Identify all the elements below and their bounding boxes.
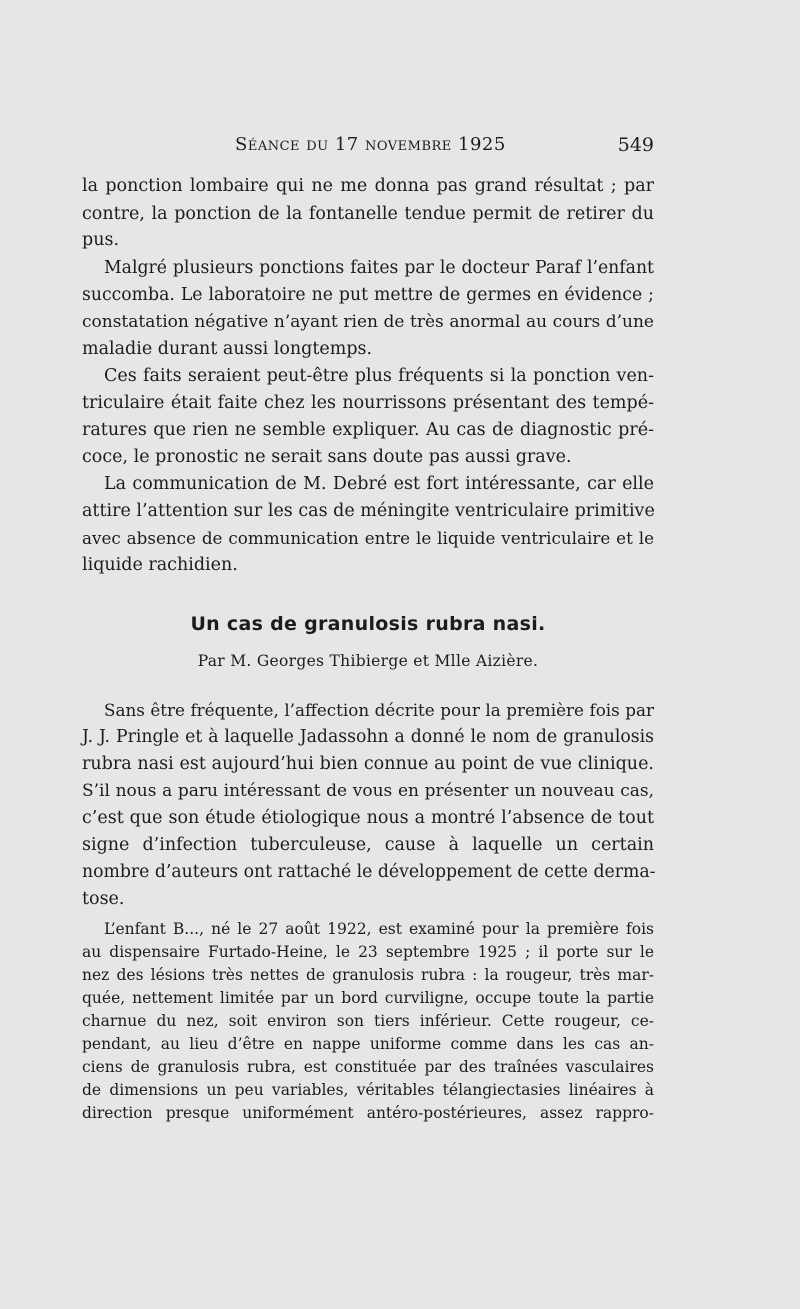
text-line: nombre d’auteurs ont rattaché le développement de cette derma- <box>82 862 656 882</box>
text-line: pendant, au lieu d’être en nappe uniforme comme dans les cas an- <box>82 1035 654 1053</box>
text-line: Ces faits seraient peut-être plus fréquents si la ponction ven- <box>104 366 654 386</box>
text-line: triculaire était faite chez les nourrissons présentant des tempé- <box>82 393 654 413</box>
text-line: Sans être fréquente, l’affection décrite pour la première fois par <box>104 700 654 720</box>
text-line: attire l’attention sur les cas de méningite ventriculaire primitive <box>82 501 655 521</box>
text-line: quée, nettement limitée par un bord curviligne, occupe toute la partie <box>82 989 654 1007</box>
text-line: L’enfant B..., né le 27 août 1922, est examiné pour la première fois <box>104 920 654 938</box>
article-title: Un cas de granulosis rubra nasi. <box>190 613 546 635</box>
text-line: ratures que rien ne semble expliquer. Au cas de diagnostic pré- <box>82 420 654 440</box>
text-line: charnue du nez, soit environ son tiers inférieur. Cette rougeur, ce- <box>82 1012 654 1030</box>
page-number: 549 <box>617 134 654 156</box>
text-line: contre, la ponction de la fontanelle tendue permit de retirer du <box>82 204 654 224</box>
text-line: succomba. Le laboratoire ne put mettre de germes en évidence ; <box>82 285 654 305</box>
text-line: J. J. Pringle et à laquelle Jadassohn a donné le nom de granulosis <box>82 727 654 747</box>
text-line: signe d’infection tuberculeuse, cause à laquelle un certain <box>82 835 654 855</box>
text-line: S’il nous a paru intéressant de vous en présenter un nouveau cas, <box>82 781 654 801</box>
text-line: maladie durant aussi longtemps. <box>82 339 373 359</box>
text-line: de dimensions un peu variables, véritables télangiectasies linéaires à <box>82 1081 654 1099</box>
text-line: c’est que son étude étiologique nous a montré l’absence de tout <box>82 808 654 828</box>
text-line: direction presque uniformément antéro-postérieures, assez rappro- <box>82 1104 654 1122</box>
running-header <box>82 134 654 162</box>
running-title: Séance du 17 novembre 1925 <box>235 134 506 155</box>
text-line: nez des lésions très nettes de granulosis rubra : la rougeur, très mar- <box>82 966 654 984</box>
text-line: tose. <box>82 889 125 909</box>
text-line: liquide rachidien. <box>82 555 238 575</box>
article-authors: Par M. Georges Thibierge et Mlle Aizière. <box>197 652 539 670</box>
text-line: rubra nasi est aujourd’hui bien connue au point de vue clinique. <box>82 754 654 774</box>
text-line: avec absence de communication entre le liquide ventriculaire et le <box>82 528 654 548</box>
text-line: coce, le pronostic ne serait sans doute pas aussi grave. <box>82 447 572 467</box>
text-line: ciens de granulosis rubra, est constituée par des traînées vasculaires <box>82 1058 654 1076</box>
text-line: constatation négative n’ayant rien de très anormal au cours d’une <box>82 312 654 332</box>
text-line: Malgré plusieurs ponctions faites par le docteur Paraf l’enfant <box>104 258 654 278</box>
text-line: pus. <box>82 230 120 250</box>
text-line: La communication de M. Debré est fort intéressante, car elle <box>104 474 654 494</box>
text-line: la ponction lombaire qui ne me donna pas grand résultat ; par <box>82 176 654 196</box>
text-line: au dispensaire Furtado-Heine, le 23 septembre 1925 ; il porte sur le <box>82 943 654 961</box>
